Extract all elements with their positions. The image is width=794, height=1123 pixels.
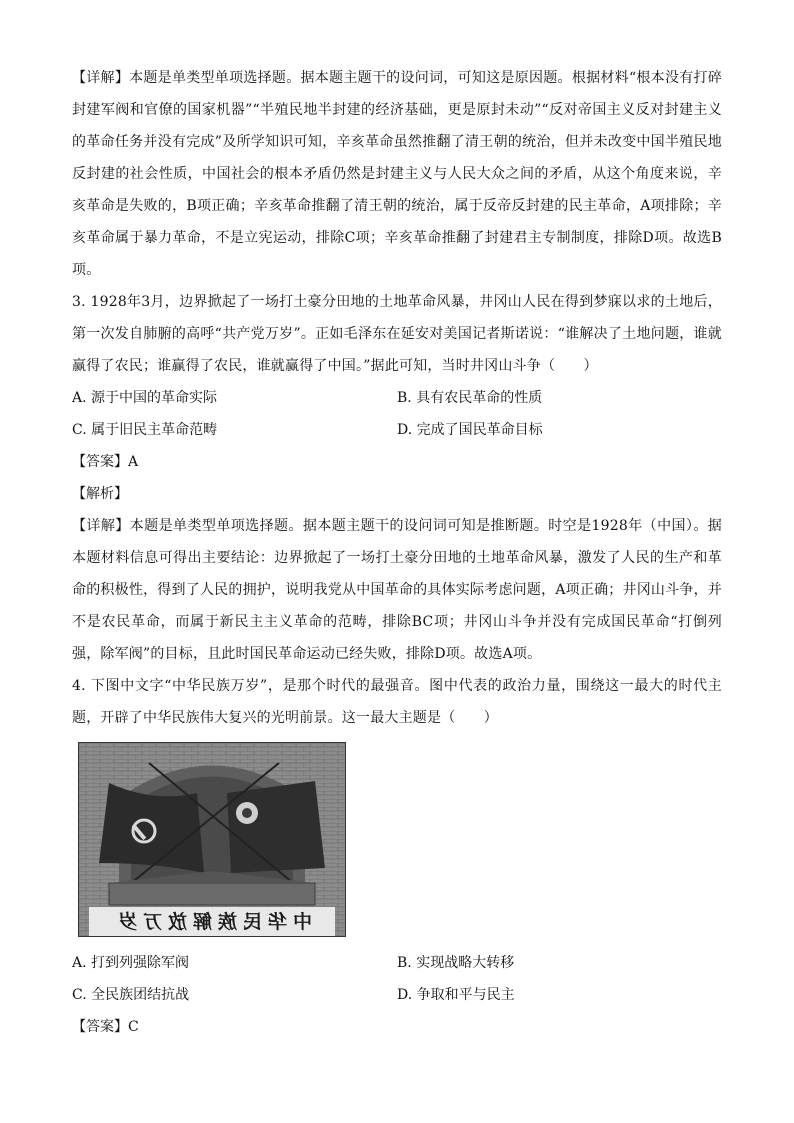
q3-option-a: A. 源于中国的革命实际 (72, 390, 218, 406)
historical-photo (78, 742, 346, 937)
q3-answer: 【答案】A (72, 454, 139, 470)
question-3-stem: 3. 1928年3月，边界掀起了一场打土豪分田地的土地革命风暴，井冈山人民在得到梦寐以求的土地后，第一次发自肺腑的高呼“共产党万岁”。正如毛泽东在延安对美国记者斯诺说：“谁解决了土地问题，谁就赢得了农民；谁赢得了农民，谁就赢得了中国。”据此可知，当时井冈山斗争（ ） (72, 294, 722, 374)
q4-answer: 【答案】C (72, 1019, 139, 1035)
q3-option-c: C. 属于旧民主革命范畴 (72, 422, 218, 438)
q3-options-row-1 (72, 382, 722, 414)
sun-emblem-icon (236, 802, 258, 824)
question-4-stem: 4. 下图中文字“中华民族万岁”，是那个时代的最强音。图中代表的政治力量，围绕这一最大的时代主题，开辟了中华民族伟大复兴的光明前景。这一最大主题是（ ） (72, 678, 722, 726)
q4-option-b: B. 实现战略大转移 (397, 955, 515, 971)
q3-option-b: B. 具有农民革命的性质 (397, 390, 543, 406)
q3-analysis-label: 【解析】 (72, 486, 128, 502)
q4-option-c: C. 全民族团结抗战 (72, 987, 190, 1003)
q4-option-d: D. 争取和平与民主 (397, 987, 515, 1003)
q3-options-row-2 (72, 414, 722, 446)
detail-paragraph-q2: 【详解】本题是单类型单项选择题。据本题主题干的设问词，可知这是原因题。根据材料“根本没有打碎封建军阀和官僚的国家机器”“半殖民地半封建的经济基础，更是原封未动”“反对帝国主义反对封建主义的革命任务并没有完成”及所学知识可知，辛亥革命虽然推翻了清王朝的统治，但并未改变中国半殖民地反封建的社会性质，中国社会的根本矛盾仍然是封建主义与人民大众之间的矛盾，从这个角度来说，辛亥革命是失败的，B项正确；辛亥革命推翻了清王朝的统治，属于反帝反封建的民主革命，A项排除；辛亥革命属于暴力革命，不是立宪运动，排除C项；辛亥革命推翻了封建君主专制制度，排除D项。故选B项。 (72, 70, 722, 278)
banner-text: 中华民族解放万岁 (112, 911, 313, 933)
q4-options-row-2 (72, 979, 722, 1011)
document-page (72, 62, 722, 1043)
q3-detail: 【详解】本题是单类型单项选择题。据本题主题干的设问词可知是推断题。时空是1928年（中国）。据本题材料信息可得出主要结论：边界掀起了一场打土豪分田地的土地革命风暴，激发了人民的生产和革命的积极性，得到了人民的拥护，说明我党从中国革命的具体实际考虑问题，A项正确；井冈山斗争，并不是农民革命，而属于新民主主义革命的范畴，排除BC项；井冈山斗争并没有完成国民革命“打倒列强，除军阀”的目标，且此时国民革命运动已经失败，排除D项。故选A项。 (72, 518, 722, 662)
q3-option-d: D. 完成了国民革命目标 (397, 422, 543, 438)
q4-option-a: A. 打到列强除军阀 (72, 955, 190, 971)
photo-illustration (79, 743, 345, 936)
q4-options-row-1 (72, 947, 722, 979)
